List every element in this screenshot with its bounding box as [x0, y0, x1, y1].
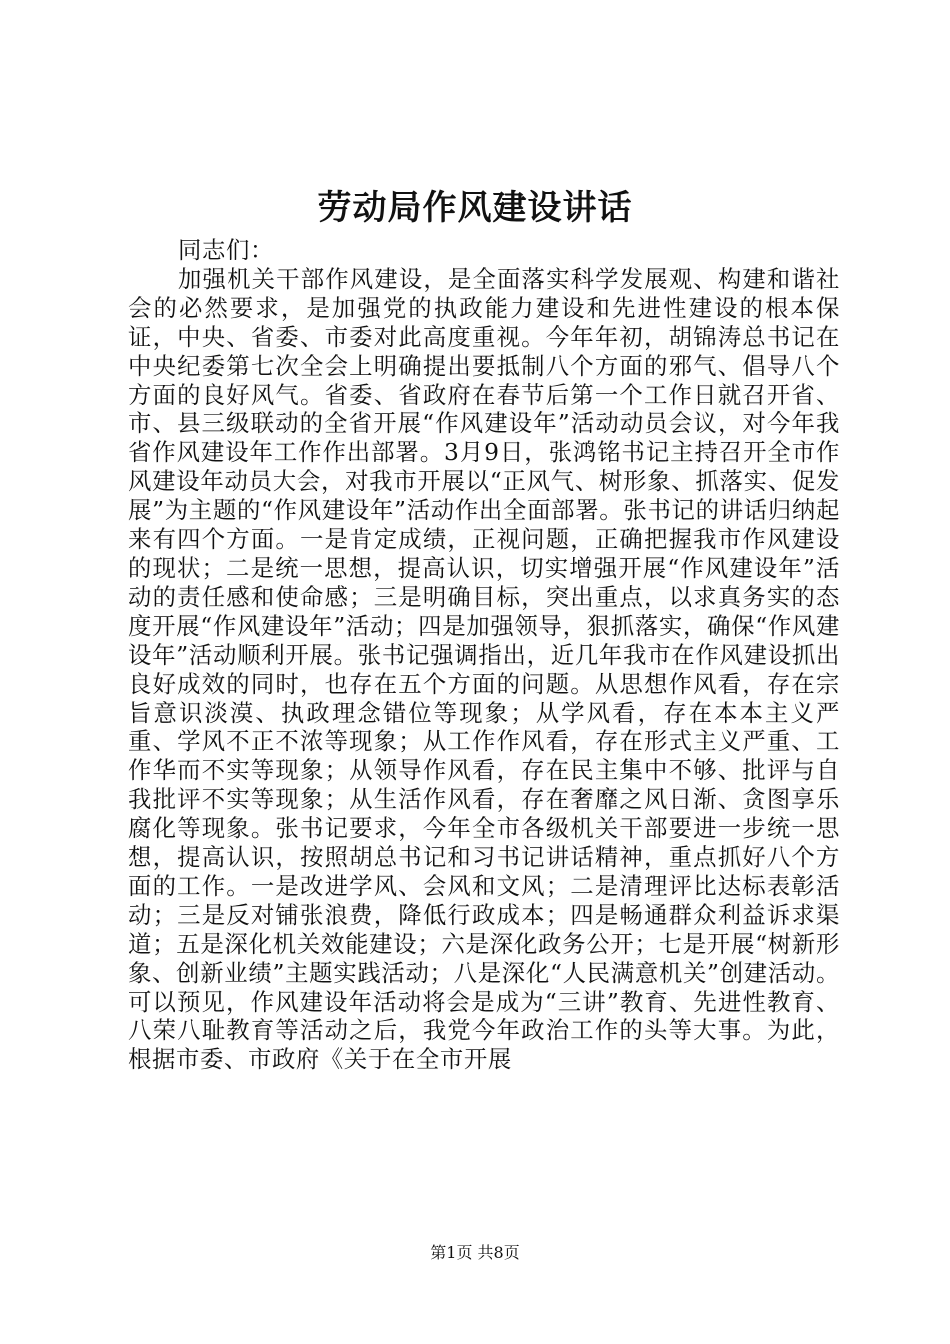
salutation: 同志们： [178, 236, 274, 264]
document-title: 劳动局作风建设讲话 [317, 188, 633, 228]
document-body [128, 236, 840, 1074]
page-number-footer: 第1页 共8页 [430, 1243, 520, 1262]
body-paragraph: 加强机关干部作风建设，是全面落实科学发展观、构建和谐社会的必然要求，是加强党的执政能力建设和先进性建设的根本保证，中央、省委、市委对此高度重视。今年年初，胡锦涛总书记在中央纪委第七次全会上明确提出要抵制八个方面的邪气、倡导八个方面的良好风气。省委、省政府在春节后第一个工作日就召开省、市、县三级联动的全省开展“作风建设年”活动动员会议，对今年我省作风建设年工作作出部署。3月9日，张鸿铭书记主持召开全市作风建设年动员大会，对我市开展以“正风气、树形象、抓落实、促发展”为主题的“作风建设年”活动作出全面部署。张书记的讲话归纳起来有四个方面。一是肯定成绩，正视问题，正确把握我市作风建设的现状；二是统一思想，提高认识，切实增强开展“作风建设年”活动的责任感和使命感；三是明确目标，突出重点，以求真务实的态度开展“作风建设年”活动；四是加强领导，狠抓落实，确保“作风建设年”活动顺利开展。张书记强调指出，近几年我市在作风建设抓出良好成效的同时，也存在五个方面的问题。从思想作风看，存在宗旨意识淡漠、执政理念错位等现象；从学风看，存在本本主义严重、学风不正不浓等现象；从工作作风看，存在形式主义严重、工作华而不实等现象；从领导作风看，存在民主集中不够、批评与自我批评不实等现象；从生活作风看，存在奢靡之风日渐、贪图享乐腐化等现象。张书记要求，今年全市各级机关干部要进一步统一思想，提高认识，按照胡总书记和习书记讲话精神，重点抓好八个方面的工作。一是改进学风、会风和文风；二是清理评比达标表彰活动；三是反对铺张浪费，降低行政成本；四是畅通群众利益诉求渠道；五是深化机关效能建设；六是深化政务公开；七是开展“树新形象、创新业绩”主题实践活动；八是深化“人民满意机关”创建活动。可以预见，作风建设年活动将会是成为“三讲”教育、先进性教育、八荣八耻教育等活动之后，我党今年政治工作的头等大事。为此，根据市委、市政府《关于在全市开展 [128, 264, 840, 1074]
